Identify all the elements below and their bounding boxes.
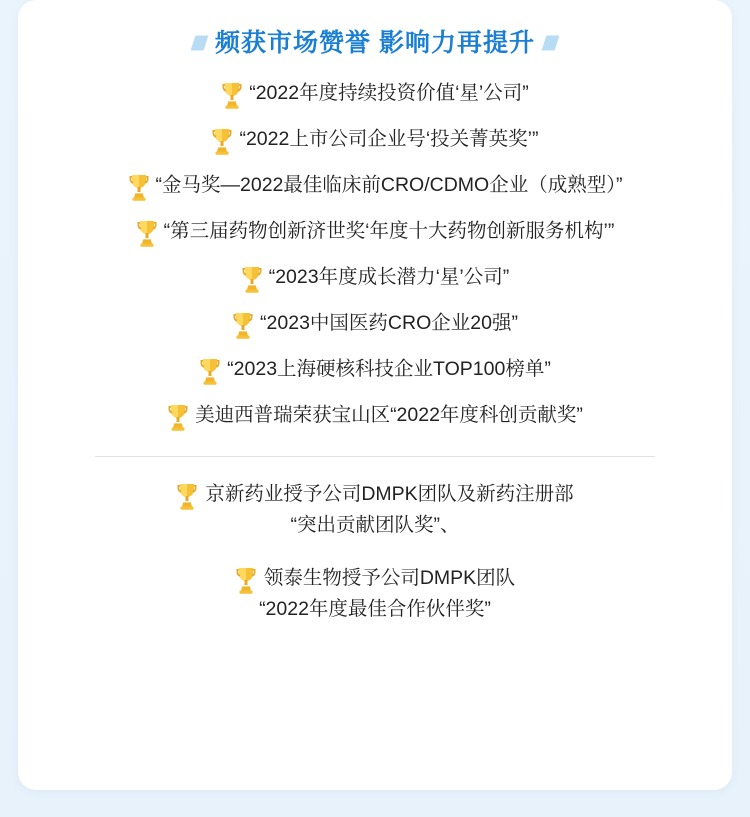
award-text: “2023年度成长潜力‘星’公司” [268, 266, 510, 288]
trophy-icon [235, 565, 257, 595]
section-divider [95, 456, 655, 457]
heading-left-bar-icon [191, 36, 209, 51]
content-card [18, 0, 732, 790]
award-text: “第三届药物创新济世奖‘年度十大药物创新服务机构’” [163, 220, 615, 242]
awards-list [40, 78, 710, 430]
trophy-icon [211, 126, 233, 156]
list-item [40, 400, 710, 430]
page-title-wrapper [193, 26, 557, 60]
list-item [40, 216, 710, 246]
trophy-icon [136, 218, 158, 248]
trophy-icon [232, 310, 254, 340]
list-item [40, 308, 710, 338]
trophy-icon [176, 481, 198, 511]
partner-line-primary [40, 563, 710, 594]
partner-text: 京新药业授予公司DMPK团队及新药注册部 [205, 483, 574, 505]
partner-text-secondary: “2022年度最佳合作伙伴奖” [259, 598, 491, 620]
partners-list [40, 479, 710, 625]
list-item [40, 170, 710, 200]
award-text: “2022年度持续投资价值‘星’公司” [249, 82, 529, 104]
list-item [40, 262, 710, 292]
trophy-icon [241, 264, 263, 294]
award-text: “2023上海硬核科技企业TOP100榜单” [227, 358, 551, 380]
trophy-icon [167, 402, 189, 432]
heading-right-bar-icon [542, 36, 560, 51]
page-title: 频获市场赞誉 影响力再提升 [215, 29, 535, 57]
award-text: “金马奖—2022最佳临床前CRO/CDMO企业（成熟型）” [155, 174, 623, 196]
trophy-icon [221, 80, 243, 110]
award-text: “2022上市公司企业号‘投关菁英奖’” [239, 128, 539, 150]
partner-text-secondary: “突出贡献团队奖”、 [290, 514, 460, 536]
list-item [40, 354, 710, 384]
award-text: 美迪西普瑞荣获宝山区“2022年度科创贡献奖” [195, 404, 583, 426]
award-text: “2023中国医药CRO企业20强” [260, 312, 518, 334]
trophy-icon [128, 172, 150, 202]
partner-text: 领泰生物授予公司DMPK团队 [263, 567, 516, 589]
list-item [40, 124, 710, 154]
heading-section [40, 26, 710, 60]
trophy-icon [199, 356, 221, 386]
list-item [40, 479, 710, 541]
list-item [40, 563, 710, 625]
partner-line-primary [40, 479, 710, 510]
list-item [40, 78, 710, 108]
